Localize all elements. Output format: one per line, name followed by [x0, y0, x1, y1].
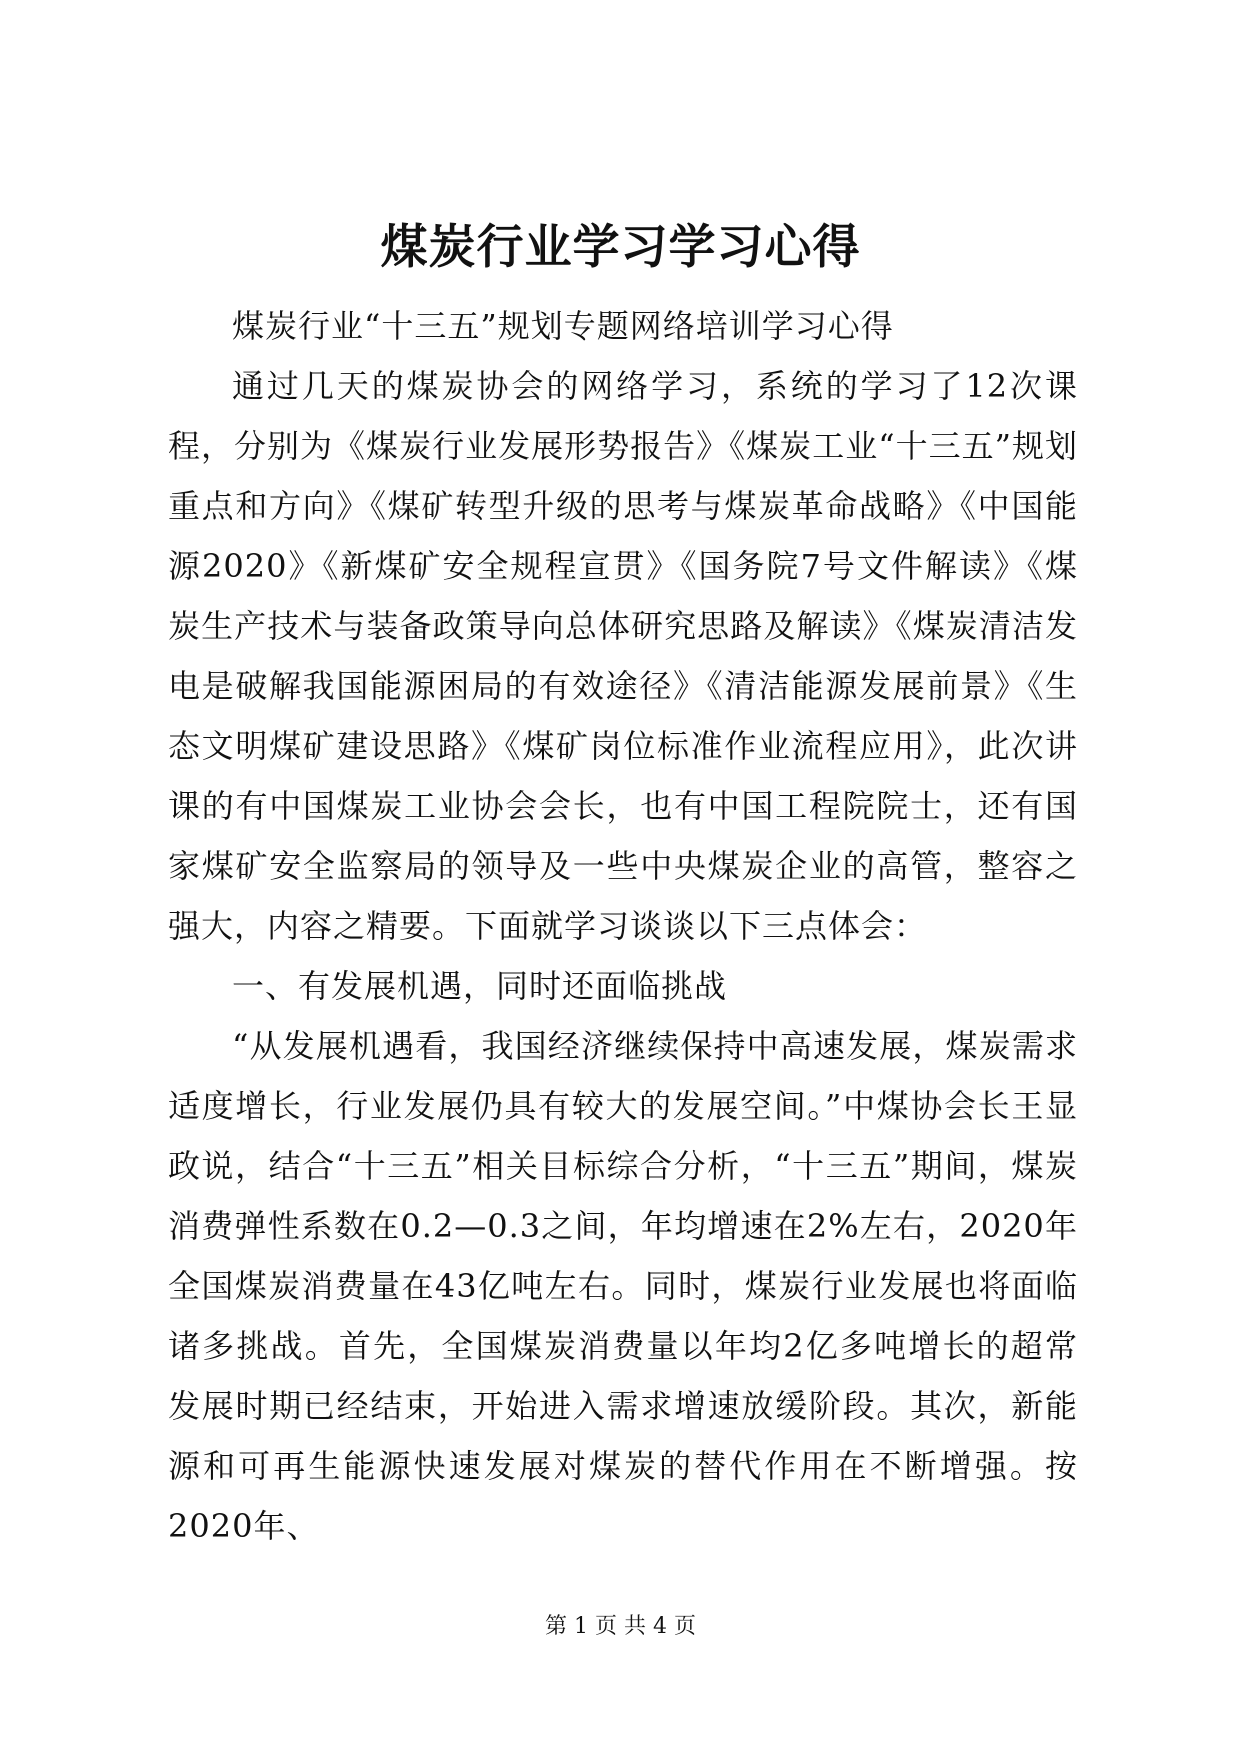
document-title: 煤炭行业学习学习心得: [380, 220, 861, 275]
section-heading: 一、有发展机遇，同时还面临挑战: [232, 967, 728, 1005]
document-body: [168, 296, 1078, 1556]
page-footer: 第 1 页 共 4 页: [545, 1614, 696, 1639]
intro-paragraph: 通过几天的煤炭协会的网络学习，系统的学习了12次课程，分别为《煤炭行业发展形势报告》《煤炭工业“十三五”规划重点和方向》《煤矿转型升级的思考与煤炭革命战略》《中国能源2020》《新煤矿安全规程宣贯》《国务院7号文件解读》《煤炭生产技术与装备政策导向总体研究思路及解读》《煤炭清洁发电是破解我国能源困局的有效途径》《清洁能源发展前景》《生态文明煤矿建设思路》《煤矿岗位标准作业流程应用》，此次讲课的有中国煤炭工业协会会长，也有中国工程院院士，还有国家煤矿安全监察局的领导及一些中央煤炭企业的高管，整容之强大，内容之精要。下面就学习谈谈以下三点体会：: [168, 367, 1078, 945]
body-paragraph: “从发展机遇看，我国经济继续保持中高速发展，煤炭需求适度增长，行业发展仍具有较大的发展空间。”中煤协会长王显政说，结合“十三五”相关目标综合分析，“十三五”期间，煤炭消费弹性系数在0.2—0.3之间，年均增速在2%左右，2020年全国煤炭消费量在43亿吨左右。同时，煤炭行业发展也将面临诸多挑战。首先，全国煤炭消费量以年均2亿多吨增长的超常发展时期已经结束，开始进入需求增速放缓阶段。其次，新能源和可再生能源快速发展对煤炭的替代作用在不断增强。按2020年、: [168, 1027, 1078, 1545]
subtitle-paragraph: 煤炭行业“十三五”规划专题网络培训学习心得: [232, 307, 894, 345]
